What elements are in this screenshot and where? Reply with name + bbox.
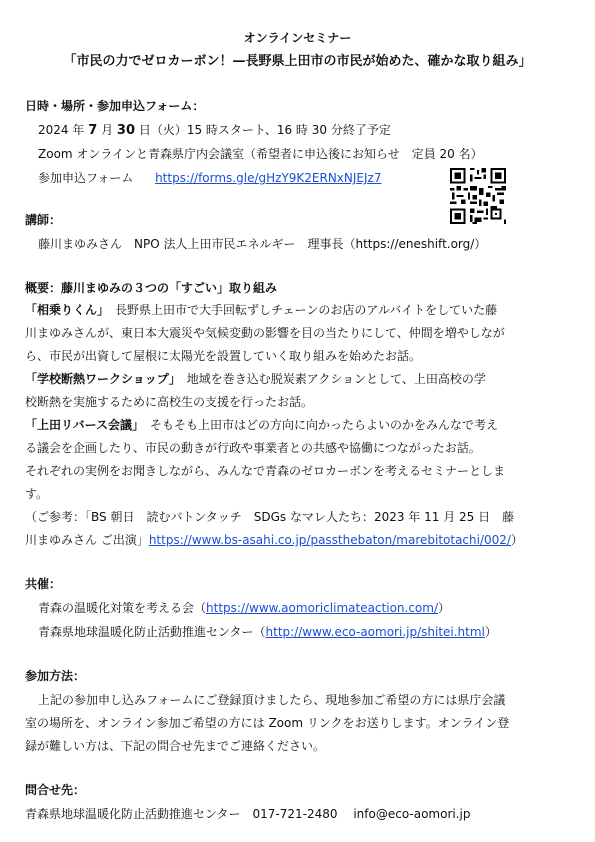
overview-line-4-text: 地域を巻き込む脱炭素アクションとして、上田高校の学	[174, 372, 486, 386]
seminar-heading: オンラインセミナー	[243, 31, 352, 45]
seminar-title: 「市民の力でゼロカーボン！—長野県上田市の市民が始めた、確かな取り組み」	[63, 54, 532, 69]
date-month: 7	[88, 123, 98, 138]
method-line-1: 上記の参加申し込みフォームにご登録頂けましたら、現地参加ご希望の方には県庁会議	[38, 693, 506, 707]
overview-line-4	[25, 371, 486, 387]
cohost-org-1	[38, 600, 450, 616]
contact-text: 青森県地球温暖化防止活動推進センター 017-721-2480 info@eco-aomori.jp	[25, 807, 471, 821]
cohost-org-2	[38, 624, 497, 640]
overview-line-10: （ご参考：「BS 朝日 読むバトンタッチ SDGs なマレ人たち：2023 年 11 月 25 日 藤	[25, 510, 515, 524]
overview-label: 概要：藤川まゆみの３つの「すごい」取り組み	[25, 281, 278, 295]
contact-label: 問合せ先：	[25, 783, 86, 797]
form-label: 参加申込フォーム	[38, 171, 134, 185]
cohost-org-1-close: ）	[438, 601, 451, 615]
method-label: 参加方法：	[25, 669, 86, 683]
ref-prefix: 川まゆみさん ご出演」	[25, 533, 149, 547]
overview-line-3: ら、市民が出資して屋根に太陽光を設置していく取り組みを始めたお話。	[25, 349, 422, 363]
date-day-suffix: 日（火）15 時スタート、16 時 30 分終了予定	[138, 123, 391, 137]
date-prefix: 2024 年	[38, 123, 85, 137]
cohost-label: 共催：	[25, 577, 62, 591]
overview-item-2-title: 「学校断熱ワークショップ」	[25, 372, 175, 386]
overview-ref-line	[25, 532, 523, 548]
schedule-date	[38, 122, 391, 139]
date-day: 30	[116, 123, 135, 138]
cohost-org-1-link[interactable]: https://www.aomoriclimateaction.com/	[206, 601, 438, 615]
date-month-unit: 月	[101, 123, 114, 137]
schedule-venue: Zoom オンラインと青森県庁内会議室（希望者に申込後にお知らせ 定員 20 名）	[38, 147, 483, 161]
ref-close: ）	[510, 533, 523, 547]
schedule-label: 日時・場所・参加申込フォーム：	[25, 99, 205, 113]
overview-item-3-title: 「上田リバース会議」	[25, 418, 139, 432]
overview-line-7: る議会を企画したり、市民の動きが行政や事業者との共感や協働につながったお話。	[25, 441, 481, 455]
overview-line-6-text: そもそも上田市はどの方向に向かったらよいのかをみんなで考え	[138, 418, 499, 432]
qr-code-icon	[450, 168, 506, 224]
method-line-3: 録が難しい方は、下記の問合せ先までご連絡ください。	[25, 739, 326, 753]
cohost-org-2-name: 青森県地球温暖化防止活動推進センター（	[38, 625, 266, 639]
cohost-org-2-link[interactable]: http://www.eco-aomori.jp/shitei.html	[265, 625, 485, 639]
overview-line-1	[25, 302, 497, 318]
overview-line-8: それぞれの実例をお聞きしながら、みんなで青森のゼロカーボンを考えるセミナーとしま	[25, 464, 506, 478]
overview-line-6	[25, 417, 498, 433]
cohost-org-2-close: ）	[484, 625, 497, 639]
lecturer-text: 藤川まゆみさん NPO 法人上田市民エネルギー 理事長（https://eneshift.org/）	[38, 237, 487, 251]
lecturer-label: 講師：	[25, 213, 62, 227]
overview-item-1-title: 「相乗りくん」	[25, 303, 104, 317]
cohost-org-1-name: 青森の温暖化対策を考える会（	[38, 601, 207, 615]
form-link[interactable]: https://forms.gle/gHzY9K2ERNxNJEJz7	[155, 171, 382, 185]
overview-line-5: 校断熱を実施するために高校生の支援を行ったお話。	[25, 395, 314, 409]
overview-line-1-text: 長野県上田市で大手回転ずしチェーンのお店のアルバイトをしていた藤	[103, 303, 498, 317]
method-line-2: 室の場所を、オンライン参加ご希望の方には Zoom リンクをお送りします。オンライン登	[25, 716, 510, 730]
form-row	[38, 170, 381, 186]
ref-link[interactable]: https://www.bs-asahi.co.jp/passthebaton/marebitotachi/002/	[148, 533, 511, 547]
overview-line-9: す。	[25, 487, 49, 501]
overview-line-2: 川まゆみさんが、東日本大震災や気候変動の影響を目の当たりにして、仲間を増やしなが	[25, 326, 505, 340]
